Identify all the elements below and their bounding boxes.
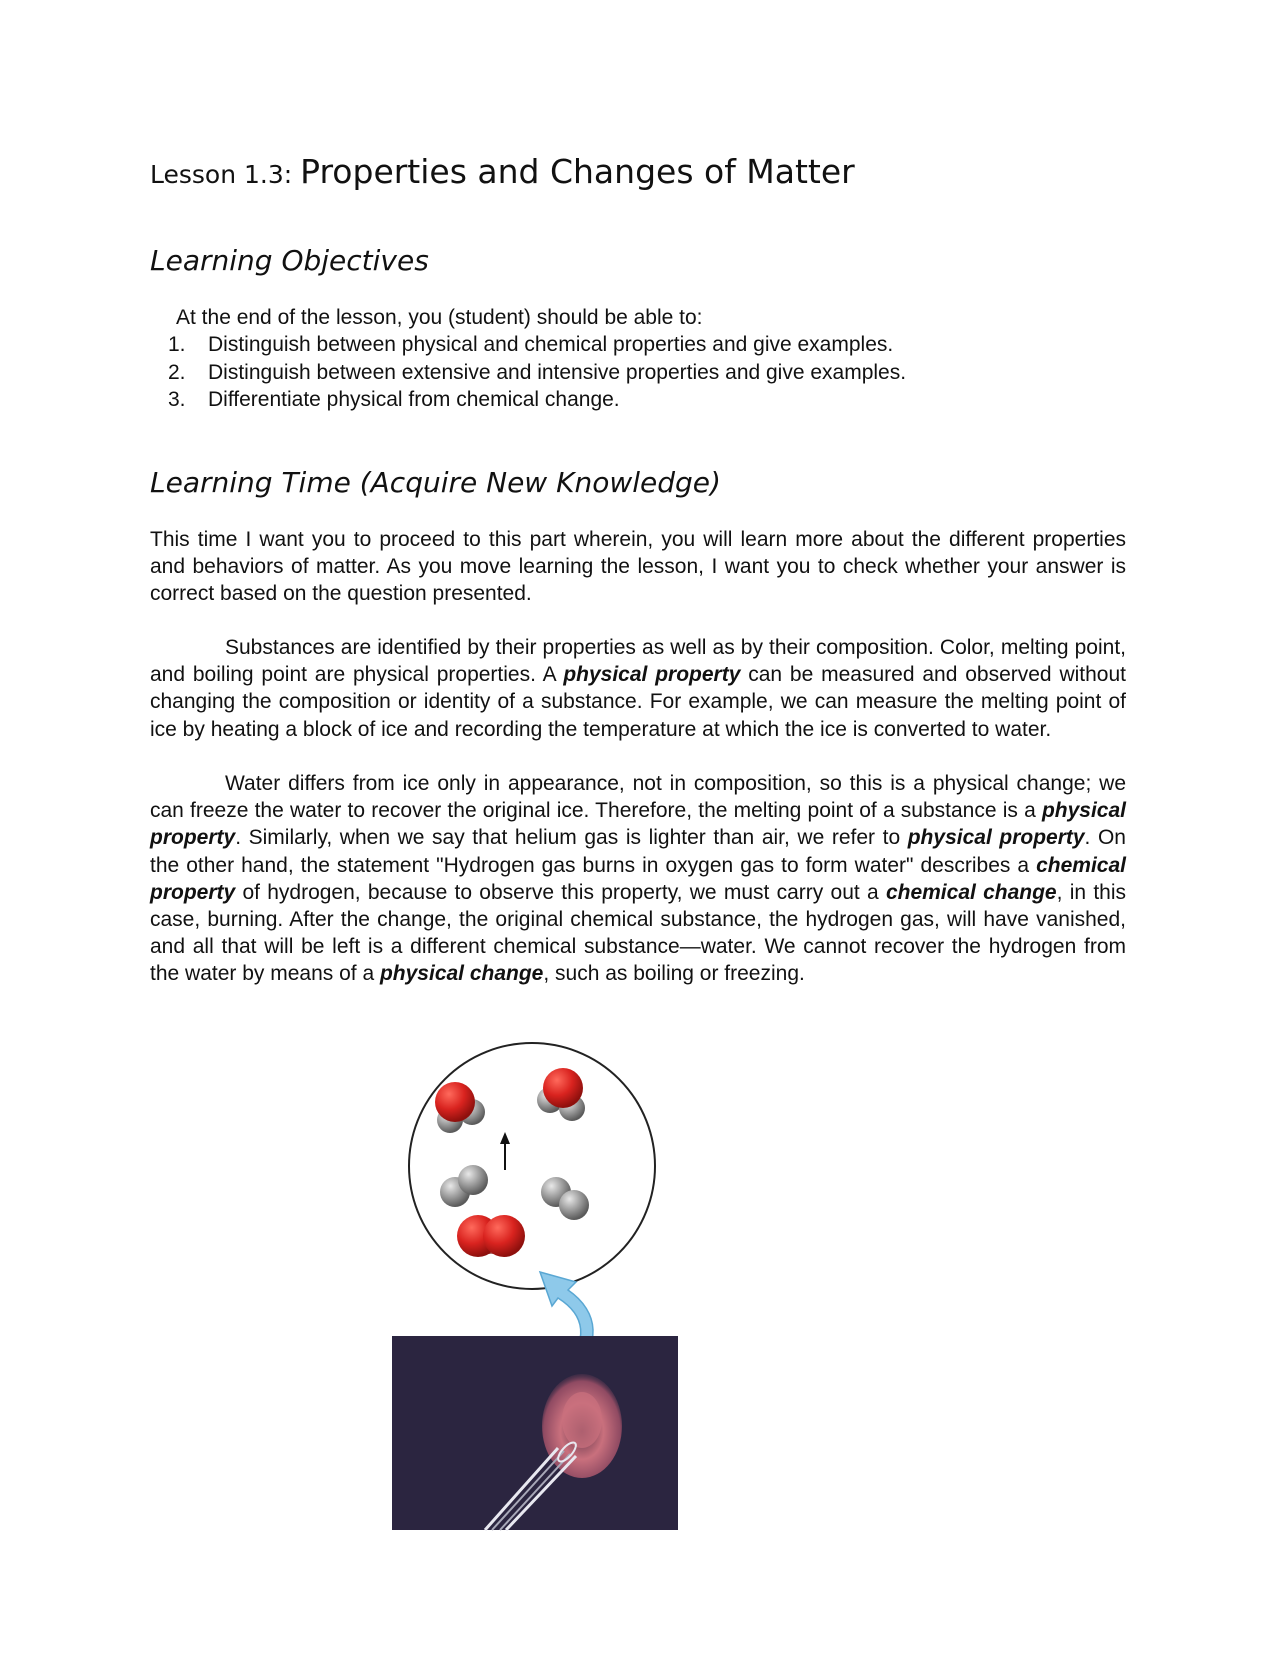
lesson-name: Properties and Changes of Matter xyxy=(300,152,855,191)
objective-item xyxy=(168,331,906,359)
objective-item xyxy=(168,386,906,414)
learning-time-intro: This time I want you to proceed to this part wherein, you will learn more about the different properties and behaviors of matter. As you move learning the lesson, I want you to check whether your answer is correct based on the question presented. xyxy=(150,528,1126,606)
learning-objectives-heading: Learning Objectives xyxy=(150,244,429,277)
oxygen-molecule-icon xyxy=(457,1215,525,1257)
body-paragraph-1 xyxy=(150,634,1126,743)
term-chemical-property: chemical property xyxy=(150,853,1126,904)
combustion-illustration xyxy=(380,1040,690,1540)
magnified-view-circle xyxy=(409,1043,655,1289)
text-run: . On the other hand, the statement "Hydrogen gas burns in oxygen gas to form water" describes a xyxy=(150,826,1126,877)
term-physical-change: physical change xyxy=(379,962,544,986)
term-physical-property: physical property xyxy=(563,663,741,687)
objective-item xyxy=(168,359,906,387)
term-chemical-change: chemical change xyxy=(885,880,1057,904)
lesson-number: Lesson 1.3: xyxy=(150,160,301,189)
objective-number: 1. xyxy=(168,333,186,356)
objective-text: Differentiate physical from chemical change. xyxy=(208,388,620,411)
text-run: of hydrogen, because to observe this property, we must carry out a xyxy=(235,880,886,904)
term-physical-property: physical property xyxy=(150,799,1126,850)
hydrogen-combustion-figure xyxy=(380,1040,690,1540)
objectives-list xyxy=(168,331,906,414)
text-run: Substances are identified by their properties as well as by their composition. Color, melting point, and boiling point are physical properties. A xyxy=(150,636,1126,687)
objective-number: 3. xyxy=(168,388,186,411)
lesson-title xyxy=(150,152,855,191)
objective-text: Distinguish between physical and chemical properties and give examples. xyxy=(208,333,894,356)
term-physical-property: physical property xyxy=(907,826,1085,850)
learning-time-heading: Learning Time (Acquire New Knowledge) xyxy=(150,466,721,499)
text-run: , in this case, burning. After the change, the original chemical substance, the hydrogen gas, will have vanished, and all that will be left is a different chemical substance—water. We cannot recover the hydrogen from the water by means of a xyxy=(150,880,1126,986)
text-run: Water differs from ice only in appearance, not in composition, so this is a physical change; we can freeze the water to recover the original ice. Therefore, the melting point of a substance is a xyxy=(150,772,1126,823)
text-run: . Similarly, when we say that helium gas is lighter than air, we refer to xyxy=(235,826,908,850)
objective-text: Distinguish between extensive and intensive properties and give examples. xyxy=(208,360,907,384)
text-run: can be measured and observed without changing the composition or identity of a substance. For example, we can measure the melting point of ice by heating a block of ice and recording the temperature at which the ice is converted to water. xyxy=(150,663,1126,741)
objectives-intro: At the end of the lesson, you (student) should be able to: xyxy=(176,306,703,329)
text-run: , such as boiling or freezing. xyxy=(543,962,805,986)
objective-number: 2. xyxy=(168,360,186,384)
body-paragraph-2 xyxy=(150,770,1126,988)
